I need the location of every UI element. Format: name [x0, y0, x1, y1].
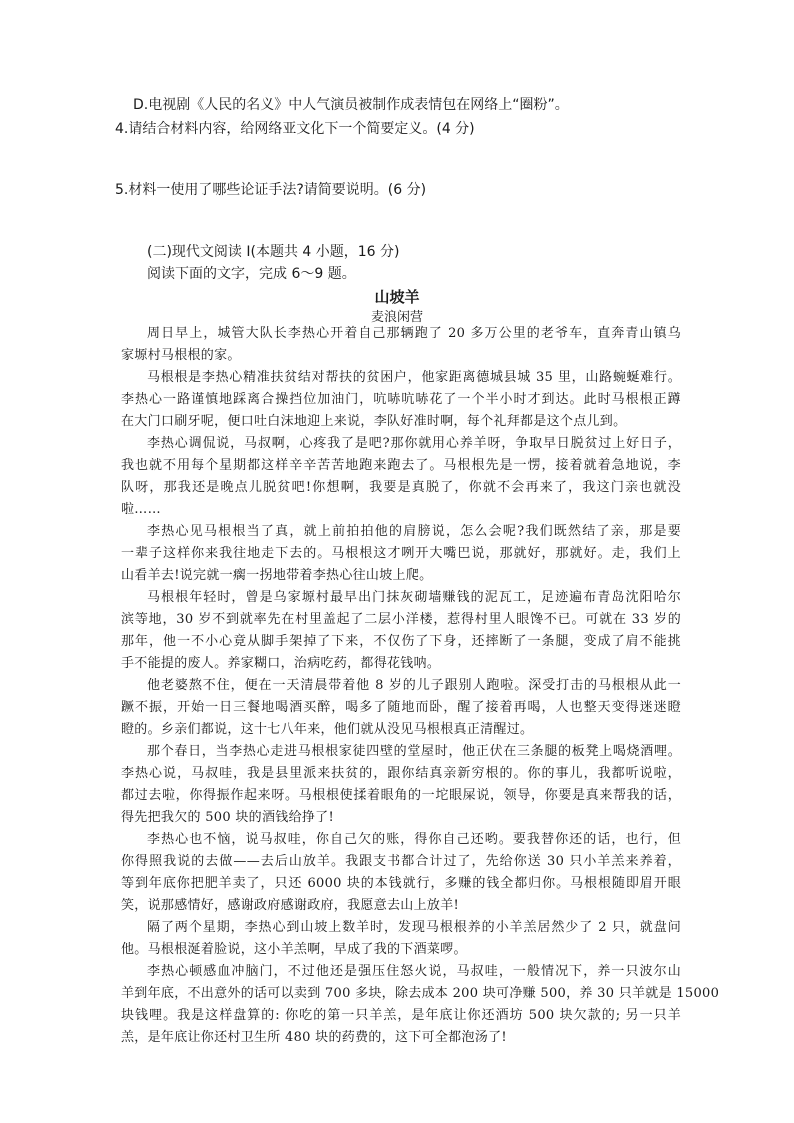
article-line: 隔了两个星期，李热心到山坡上数羊时，发现马根根养的小羊羔居然少了 2 只，就盘问 — [147, 920, 681, 935]
question-option-d: D.电视剧《人民的名义》中人气演员被制作成表情包在网络上“圈粉”。 — [133, 97, 569, 113]
article-line: 你得照我说的去做——去后山放羊。我跟支书都合计过了，先给你送 30 只小羊羔来养着， — [121, 854, 681, 869]
article-line: 李热心调侃说，马叔啊，心疼我了是吧?那你就用心养羊呀，争取早日脱贫过上好日子， — [147, 436, 681, 451]
article-line: 啦…… — [121, 502, 161, 517]
article-line: 等到年底你把肥羊卖了，只还 6000 块的本钱就行，多赚的钱全都归你。马根根随即眉开眼 — [121, 876, 681, 891]
article-line: 滨等地，30 岁不到就率先在村里盖起了二层小洋楼，惹得村里人眼馋不已。可就在 33 岁的 — [121, 612, 681, 627]
article-line: 我也就不用每个星期都这样辛辛苦苦地跑来跑去了。马根根先是一愣，接着就着急地说，李 — [121, 458, 681, 473]
article-line: 队呀，那我还是晚点儿脱贫吧!你想啊，我要是真脱了，你就不会再来了，我这门亲也就没 — [121, 480, 681, 495]
article-line: 羊到年底，不出意外的话可以卖到 700 多块，除去成本 200 块可净赚 500，养 30 只羊就是 15000 — [121, 986, 720, 1001]
article-line: 瞪的。乡亲们都说，这十七八年来，他们就从没见马根根真正清醒过。 — [121, 722, 534, 737]
article-line: 羔，是年底让你还村卫生所 480 块的药费的，这下可全都泡汤了! — [121, 1030, 507, 1045]
article-line: 马根根年轻时，曾是乌家塬村最早出门抹灰砌墙赚钱的泥瓦工，足迹遍布青岛沈阳哈尔 — [147, 590, 681, 605]
article-line: 手不能提的废人。养家糊口，治病吃药，都得花钱呐。 — [121, 656, 441, 671]
section-instruction: 阅读下面的文字，完成 6～9 题。 — [147, 266, 356, 282]
question-4: 4.请结合材料内容，给网络亚文化下一个简要定义。(4 分) — [115, 121, 475, 137]
question-5: 5.材料一使用了哪些论证手法?请简要说明。(6 分) — [115, 182, 427, 198]
article-line: 那年，他一不小心竟从脚手架掉了下来，不仅伤了下身，还摔断了一条腿，变成了肩不能挑 — [121, 634, 681, 649]
article-line: 他。马根根涎着脸说，这小羊羔啊，早成了我的下酒菜啰。 — [121, 942, 467, 957]
article-line: 笑，说那感情好，感谢政府感谢政府，我愿意去山上放羊! — [121, 898, 460, 913]
article-line: 山看羊去!说完就一瘸一拐地带着李热心往山坡上爬。 — [121, 568, 433, 583]
article-author: 麦浪闲营 — [370, 310, 423, 325]
article-line: 李热心一路谨慎地踩离合操挡位加油门，吭哧吭哧花了一个半小时才到达。此时马根根正蹲 — [121, 392, 681, 407]
article-line: 马根根是李热心精准扶贫结对帮扶的贫困户，他家距离德城县城 35 里，山路蜿蜒难行。 — [147, 370, 681, 385]
article-line: 李热心也不恼，说马叔哇，你自己欠的账，得你自己还哟。要我替你还的话，也行，但 — [147, 832, 681, 847]
article-line: 家塬村马根根的家。 — [121, 348, 241, 363]
article-line: 李热心顿感血冲脑门，不过他还是强压住怒火说，马叔哇，一般情况下，养一只波尔山 — [147, 964, 681, 979]
article-line: 他老婆熬不住，便在一天清晨带着他 8 岁的儿子跟别人跑啦。深受打击的马根根从此一 — [147, 678, 681, 693]
article-line: 周日早上，城管大队长李热心开着自己那辆跑了 20 多万公里的老爷车，直奔青山镇乌 — [147, 326, 681, 341]
article-line: 李热心见马根根当了真，就上前拍拍他的肩膀说，怎么会呢?我们既然结了亲，那是要 — [147, 524, 681, 539]
article-line: 蹶不振，开始一日三餐地喝酒买醉，喝多了随地而卧，醒了接着再喝，人也整天变得迷迷瞪 — [121, 700, 681, 715]
article-line: 在大门口刷牙呢，便口吐白沫地迎上来说，李队好准时啊，每个礼拜都是这个点儿到。 — [121, 414, 627, 429]
article-line: 都过去啦，你得振作起来呀。马根根使揉着眼角的一坨眼屎说，领导，你要是真来帮我的话， — [121, 788, 681, 803]
article-line: 得先把我欠的 500 块的酒钱给挣了! — [121, 810, 335, 825]
article-line: 李热心说，马叔哇，我是县里派来扶贫的，跟你结真亲新穷根的。你的事儿，我都听说啦， — [121, 766, 681, 781]
article-line: 块钱哩。我是这样盘算的: 你吃的第一只羊羔，是年底让你还酒坊 500 块欠款的; 另一只羊 — [121, 1008, 681, 1023]
article-line: 那个春日，当李热心走进马根根家徒四壁的堂屋时，他正伏在三条腿的板凳上喝烧酒哩。 — [147, 744, 681, 759]
section-heading: (二)现代文阅读 I(本题共 4 小题，16 分) — [147, 244, 400, 260]
article-line: 一辈子这样你来我往地走下去的。马根根这才咧开大嘴巴说，那就好，那就好。走，我们上 — [121, 546, 681, 561]
article-title: 山坡羊 — [374, 288, 420, 306]
